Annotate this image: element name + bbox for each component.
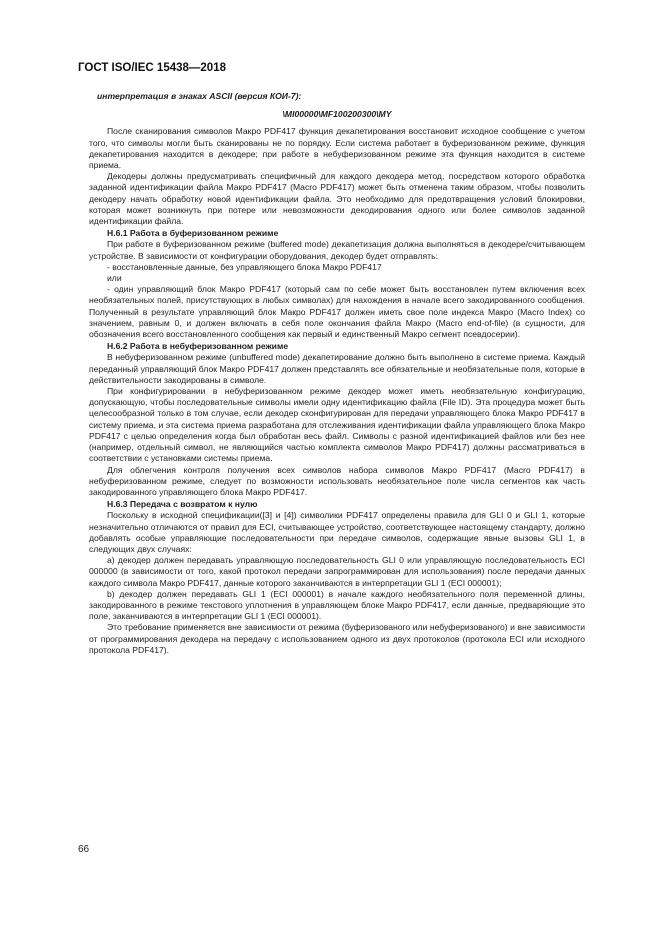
s662-paragraph-1: В небуферизованном режиме (unbuffered mode) декапетирование должно быть выполнено в системе приема. Каждый переданный управляющий блок Макро PDF417 должен представлять все обязательные и необязательные поля, которые в действительности закодированы в символе. (89, 352, 585, 385)
section-heading-h63: H.6.3 Передача с возвратом к нулю (107, 499, 258, 510)
page-number: 66 (78, 844, 90, 855)
paragraph-2: Декодеры должны предусматривать специфичный для каждого декодера метод, посредством которого обработка заданной идентификации файла Макро PDF417 (Macro PDF417) может быть отменена таким образом, чтобы позволить декодеру начать обработку новой идентификации файла. Это необходимо для предотвращения условий блокировки, которая может возникнуть при потере или невозможности декодирования одного или более символов заданной идентификации файла. (89, 171, 585, 227)
intro-label: интерпретация в знаках ASCII (версия КОИ-7): (97, 91, 302, 101)
s661-paragraph-1: При работе в буферизованном режиме (buffered mode) декапетизация должна выполняться в декодере/считывающем устройстве. В зависимости от конфигурации оборудования, декодер будет отправлять: (89, 239, 585, 261)
s663-paragraph-2: Это требование применяется вне зависимости от режима (буферизованого или небуферизованого) и вне зависимости от программирования декодера на передачу с использованием одного из двух протоколов (протокола ECI или исходного протокола PDF417). (89, 622, 585, 655)
section-heading-h62: H.6.2 Работа в небуферизованном режиме (107, 341, 289, 352)
page-body (89, 91, 585, 656)
s662-paragraph-2: При конфигурировании в небуферизованном режиме декодер может иметь необязательную конфигурацию, допускающую, чтобы последовательные символы имели одну идентификацию файла (File ID). Эта процедура может быть целесообразной только в том случае, если декодер сконфигурирован для передачи управляющего блока Макро PDF417 в систему приема, и эта система приема разработана для отслеживания идентификации файла управляющего блока Макро PDF417 с целью определения когда был обработан весь файл. Символы с разной идентификацией файлов или без нее (например, отдельный символ, не являющийся частью комплекта символов Макро PDF417) должны рассматриваться в соответствии с установками системы приема. (89, 386, 585, 464)
s661-or: или (107, 273, 122, 284)
s662-paragraph-3: Для облегчения контроля получения всех символов набора символов Макро PDF417 (Macro PDF417) в небуферизованном режиме, следует по возможности использовать необязательное поле числа сегментов как часть закодированного управляющего блока Макро PDF417. (89, 464, 585, 497)
paragraph-1: После сканирования символов Макро PDF417 функция декапетирования восстановит исходное сообщение с учетом того, что символы могли быть сканированы не по порядку. Если система работает в буферизованном режиме, функция декапетирования находится в декодере; при работе в небуферизованном режиме эта функция находится в системе приема. (89, 126, 585, 171)
s661-list-item-1: - восстановленные данные, без управляющего блока Макро PDF417 (107, 261, 382, 272)
s663-item-b: b) декодер должен передавать GLI 1 (ECI 000001) в начале каждого необязательного поля переменной длины, закодированного в режиме текстового уплотнения в управляющем блоке Макро PDF417, если данные, предваряющие это поле, заканчиваются в интерпретации GLI 1 (ECI 000001). (89, 588, 585, 622)
document-header: ГОСТ ISO/IEC 15438—2018 (78, 62, 226, 74)
section-heading-h61: H.6.1 Работа в буферизованном режиме (107, 228, 279, 239)
intro-code: \MI00000\MF100200300\MY (282, 109, 392, 120)
s661-list-item-2: - один управляющий блок Макро PDF417 (который сам по себе может быть восстановлен путем включения всех необязательных полей, присутствующих в любых символах) для нахождения в начале всего закодированного сообщения. Полученный в результате управляющий блок Макро PDF417 должен иметь свое поле индекса Макро (Macro Index) со значением, равным 0, и должен включать в себя поле окончания файла Макро (Macro end-of-file) (в сущности, для обозначения всего восстановленного сообщения как первый и единственный Макро сегмент псевдосерии). (89, 284, 585, 340)
s663-paragraph-1: Поскольку в исходной спецификации([3] и [4]) символики PDF417 определены правила для GLI 0 и GLI 1, которые незначительно отличаются от правил для ECI, считывающее устройство, соответствующее настоящему стандарту, должно добавлять особые управляющие последовательности при передаче символов, содержащие явные вызовы GLI 1, в следующих двух случаях: (89, 510, 585, 554)
s663-item-a: а) декодер должен передавать управляющую последовательность GLI 0 или управляющую последовательность ECI 000000 (в зависимости от того, какой протокол передачи запрограммирован для использования) после передачи данных каждого символа Макро PDF417, данные которого заканчиваются в интерпретации GLI 1 (ECI 000001); (89, 555, 585, 588)
